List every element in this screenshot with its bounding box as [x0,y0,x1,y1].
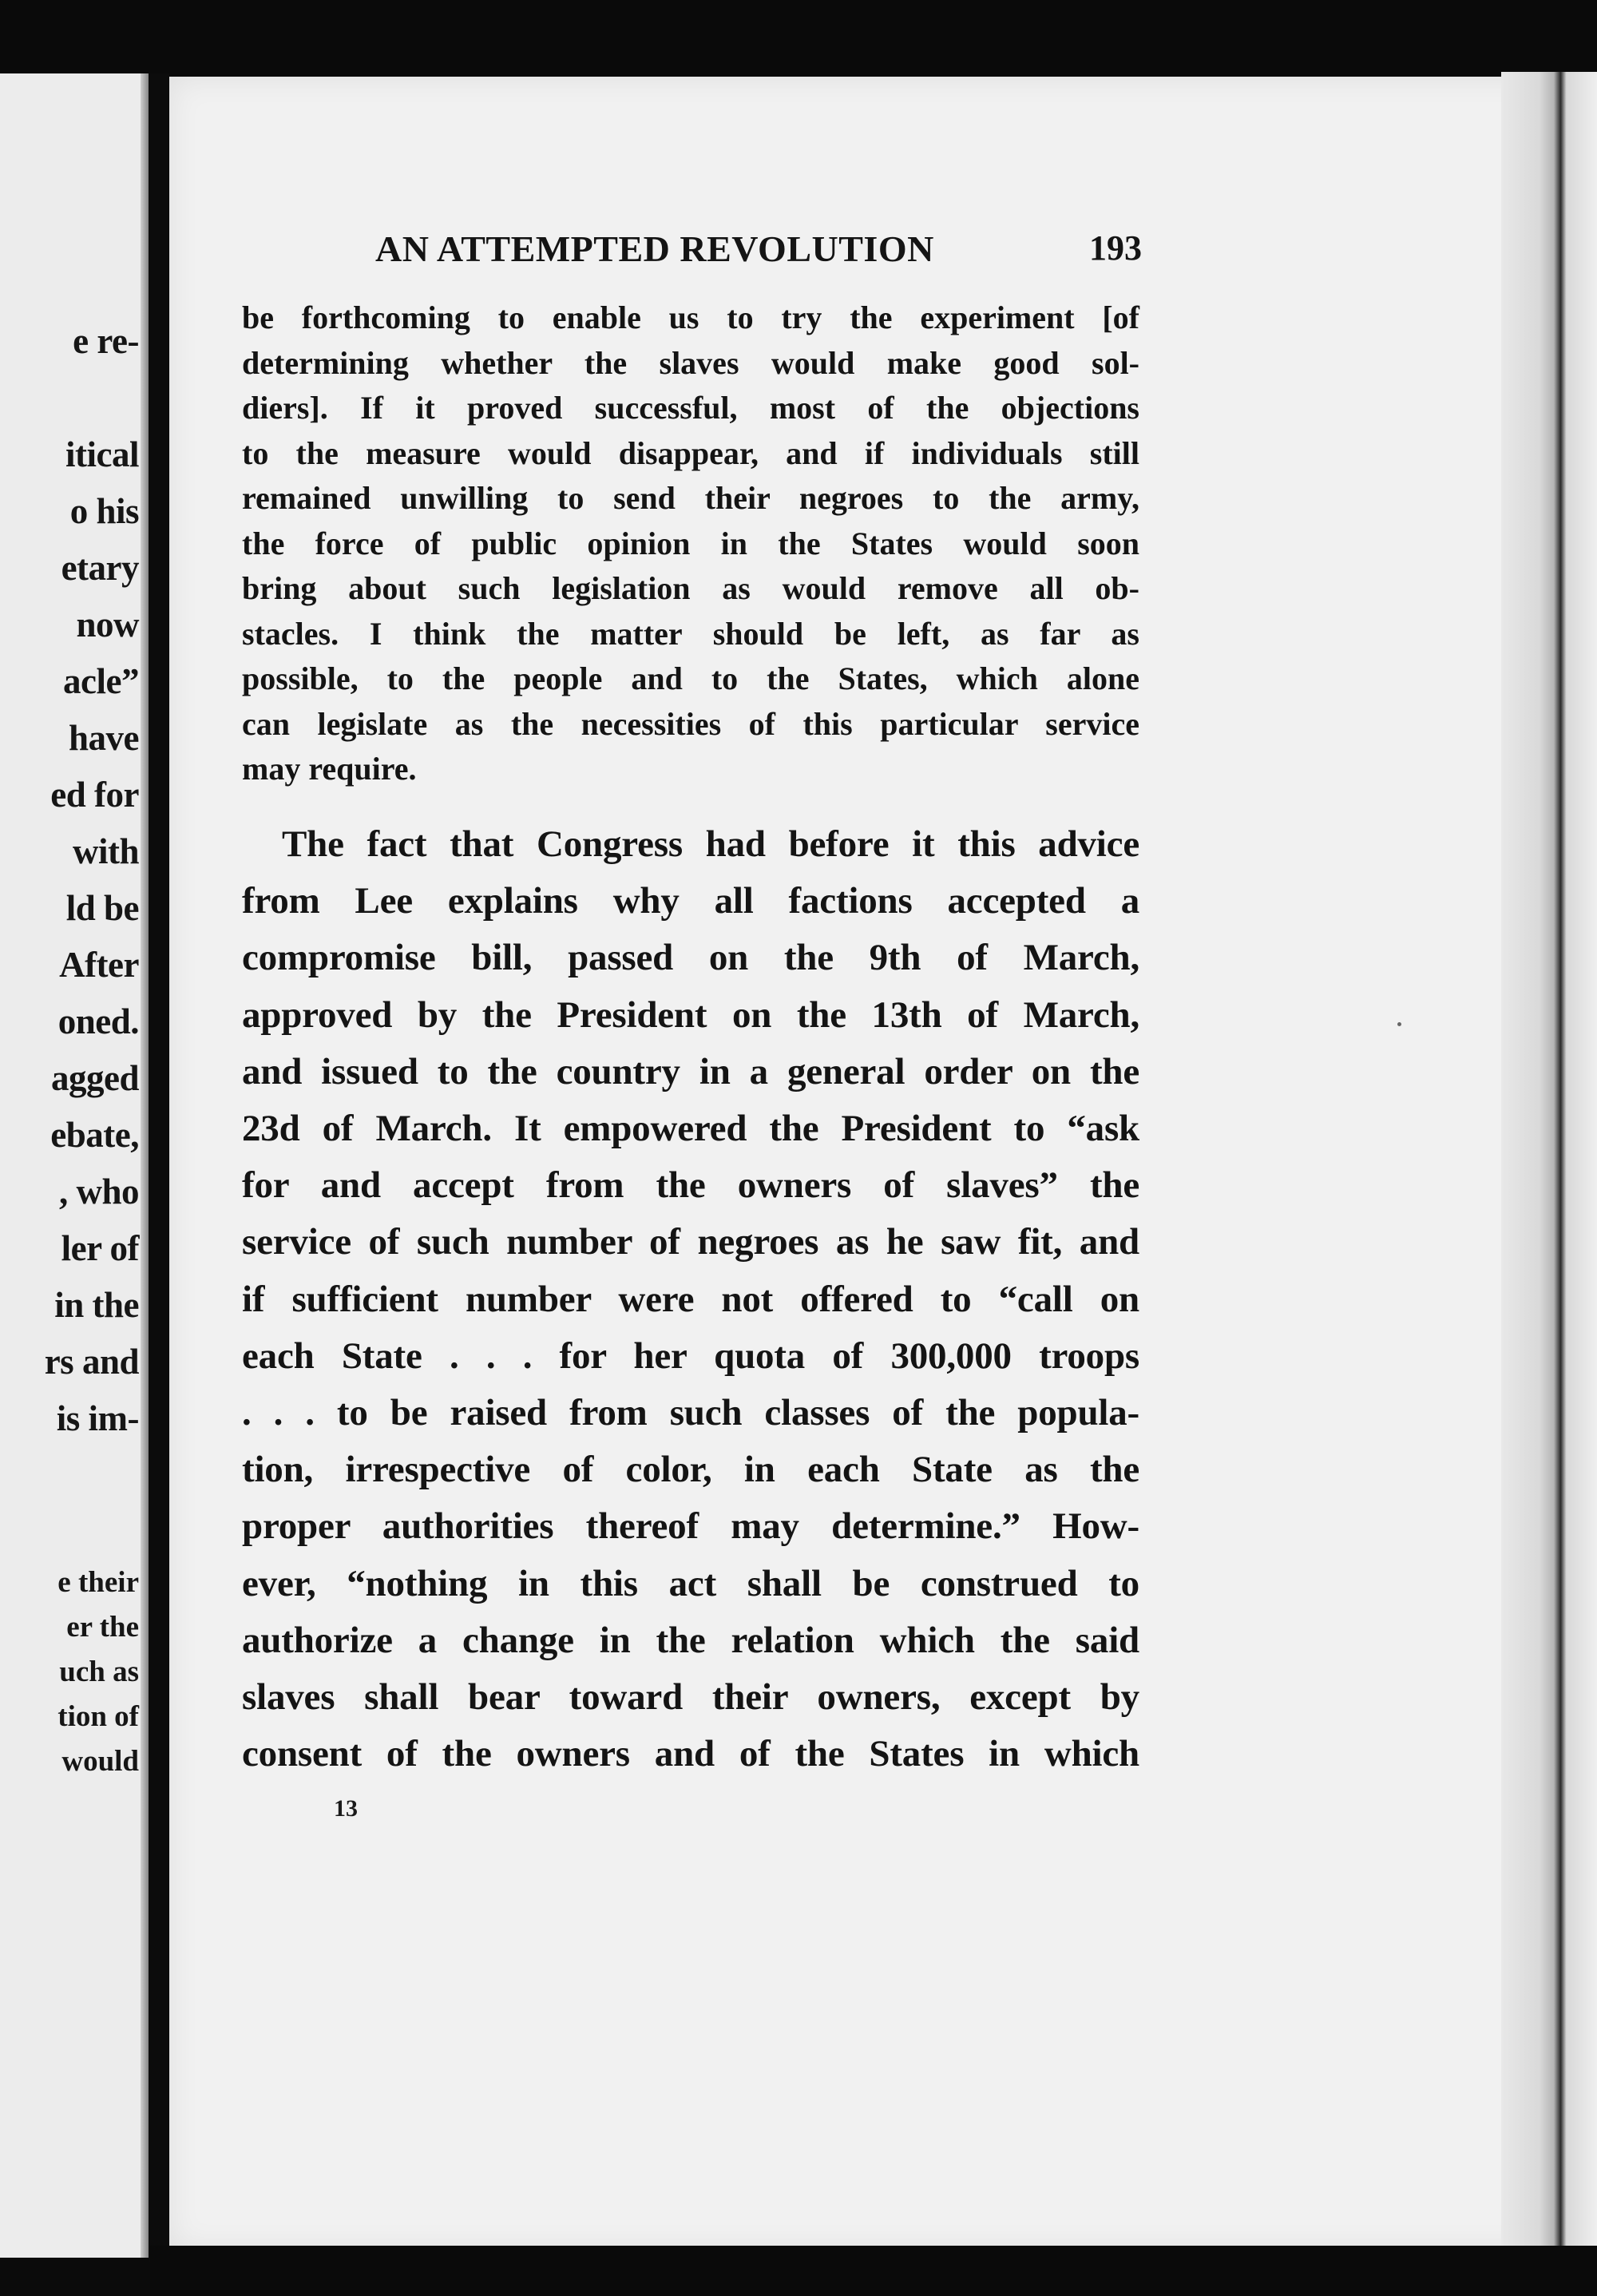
quote-line: remained unwilling to send their negroes to the army, [242,480,1139,516]
running-title: AN ATTEMPTED REVOLUTION [375,228,934,269]
page-edge-stack [1501,72,1597,2264]
left-line: ld be [65,888,139,928]
body-line: if sufficient number were not offered to “call on [242,1278,1139,1320]
left-line: have [69,718,139,758]
body-paragraph [242,816,1139,1782]
running-header [375,228,1142,276]
body-line: The fact that Congress had before it this advice [282,823,1139,865]
quote-line: stacles. I think the matter should be left, as far as [242,615,1139,652]
left-line: itical [65,434,139,474]
left-line: o his [69,491,139,531]
quote-line: determining whether the slaves would make good sol- [242,344,1139,381]
body-line: approved by the President on the 13th of March, [242,993,1139,1036]
left-line: After [59,945,139,985]
left-line: oned. [57,1001,139,1041]
left-footnote-line: er the [66,1611,139,1644]
body-line: each State . . . for her quota of 300,000 troops [242,1334,1139,1377]
body-line: proper authorities thereof may determine.” How- [242,1505,1139,1548]
left-line: rs and [44,1342,139,1382]
body-line: slaves shall bear toward their owners, except by [242,1676,1139,1719]
quote-line: possible, to the people and to the States, which alone [242,660,1139,696]
book-spine [149,73,169,2262]
body-line: tion, irrespective of color, in each State as the [242,1449,1139,1491]
left-line: ebate, [50,1115,139,1155]
left-line: in the [54,1285,139,1325]
body-line: 23d of March. It empowered the President to “ask [242,1108,1139,1150]
left-line: , who [58,1172,139,1211]
body-line: service of such number of negroes as he saw fit, and [242,1221,1139,1263]
left-line-gap [45,370,139,426]
body-line: from Lee explains why all factions accepted a [242,880,1139,922]
quote-line: be forthcoming to enable us to try the experiment [of [242,299,1139,335]
signature-folio: 13 [334,1795,358,1822]
scan-bottom-border [150,2246,1597,2296]
left-footnote-line: would [61,1745,139,1778]
body-line: consent of the owners and of the States in which [242,1733,1139,1775]
scan-top-border [0,0,1597,76]
scan-speck [1397,1022,1401,1026]
left-line: acle” [63,661,139,701]
left-line: agged [51,1058,139,1098]
left-footnote-line: tion of [57,1700,139,1733]
left-line: ler of [61,1228,139,1268]
quote-line: the force of public opinion in the States would soon [242,525,1139,561]
left-line: e re- [73,321,139,361]
body-line: authorize a change in the relation which the said [242,1619,1139,1661]
left-footnote-line: e their [57,1566,139,1599]
body-line: compromise bill, passed on the 9th of March, [242,937,1139,979]
left-footnote-line: uch as [59,1656,139,1688]
left-line: now [76,605,139,644]
block-quote [242,295,1139,792]
left-line: ed for [50,775,139,815]
quote-line: may require. [242,751,417,787]
left-line: with [72,831,139,871]
left-page-footnote-text [57,1560,139,1784]
body-line: for and accept from the owners of slaves” the [242,1164,1139,1207]
quote-line: diers]. If it proved successful, most of the objections [242,390,1139,426]
body-line: ever, “nothing in this act shall be construed to [242,1562,1139,1604]
quote-line: can legislate as the necessities of this particular service [242,705,1139,742]
left-line: is im- [56,1398,139,1438]
body-line: and issued to the country in a general order on the [242,1050,1139,1092]
body-line: . . . to be raised from such classes of the popula- [242,1392,1139,1434]
left-page [0,73,150,2258]
quote-line: bring about such legislation as would remove all ob- [242,570,1139,606]
left-line: etary [61,548,139,588]
quote-line: to the measure would disappear, and if individuals still [242,434,1139,471]
left-page-upper-text [45,313,139,1447]
page-number: 193 [1089,228,1142,268]
